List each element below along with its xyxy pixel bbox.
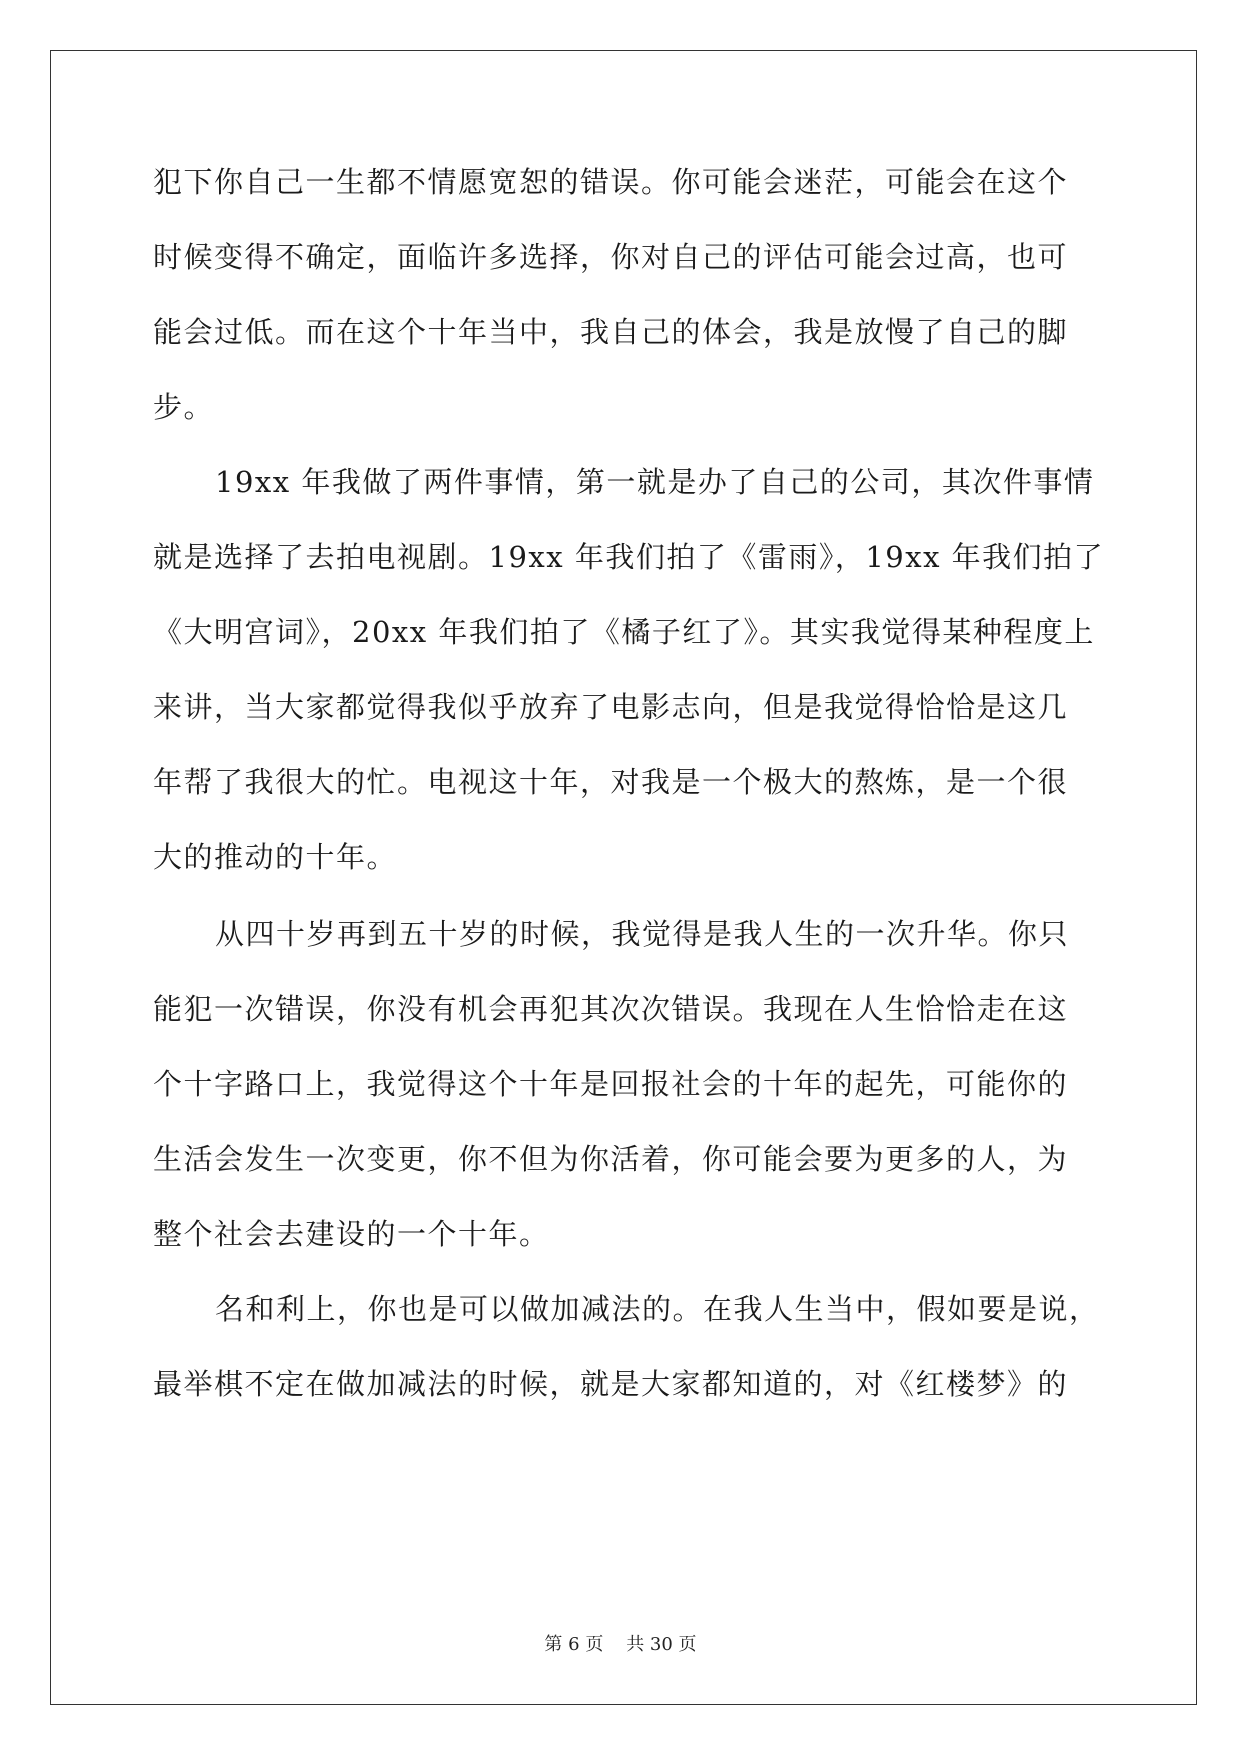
text-line: 来讲，当大家都觉得我似乎放弃了电影志向，但是我觉得恰恰是这几 bbox=[153, 690, 1069, 724]
text-line: 步。 bbox=[153, 390, 215, 424]
text-line: 能会过低。而在这个十年当中，我自己的体会，我是放慢了自己的脚 bbox=[153, 315, 1069, 349]
text-line: 能犯一次错误，你没有机会再犯其次次错误。我现在人生恰恰走在这 bbox=[153, 992, 1069, 1026]
text-line: 犯下你自己一生都不情愿宽恕的错误。你可能会迷茫，可能会在这个 bbox=[153, 165, 1069, 199]
text-line: 年帮了我很大的忙。电视这十年，对我是一个极大的熬炼，是一个很 bbox=[153, 765, 1069, 799]
paragraph-first-line: 从四十岁再到五十岁的时候，我觉得是我人生的一次升华。你只 bbox=[215, 917, 1070, 951]
text-line: 生活会发生一次变更，你不但为你活着，你可能会要为更多的人，为 bbox=[153, 1142, 1069, 1176]
text-line: 就是选择了去拍电视剧。19xx 年我们拍了《雷雨》，19xx 年我们拍了 bbox=[153, 540, 1105, 574]
paragraph-first-line: 名和利上，你也是可以做加减法的。在我人生当中，假如要是说， bbox=[215, 1292, 1100, 1326]
text-line: 整个社会去建设的一个十年。 bbox=[153, 1217, 550, 1251]
text-line: 个十字路口上，我觉得这个十年是回报社会的十年的起先，可能你的 bbox=[153, 1067, 1069, 1101]
paragraph-first-line: 19xx 年我做了两件事情，第一就是办了自己的公司，其次件事情 bbox=[215, 465, 1095, 499]
text-line: 大的推动的十年。 bbox=[153, 840, 398, 874]
page-number: 第 6 页 共 30 页 bbox=[544, 1634, 697, 1655]
page-border bbox=[50, 50, 1197, 1705]
text-line: 《大明宫词》，20xx 年我们拍了《橘子红了》。其实我觉得某种程度上 bbox=[153, 615, 1095, 649]
text-line: 最举棋不定在做加减法的时候，就是大家都知道的，对《红楼梦》的 bbox=[153, 1367, 1069, 1401]
text-line: 时候变得不确定，面临许多选择，你对自己的评估可能会过高，也可 bbox=[153, 240, 1069, 274]
